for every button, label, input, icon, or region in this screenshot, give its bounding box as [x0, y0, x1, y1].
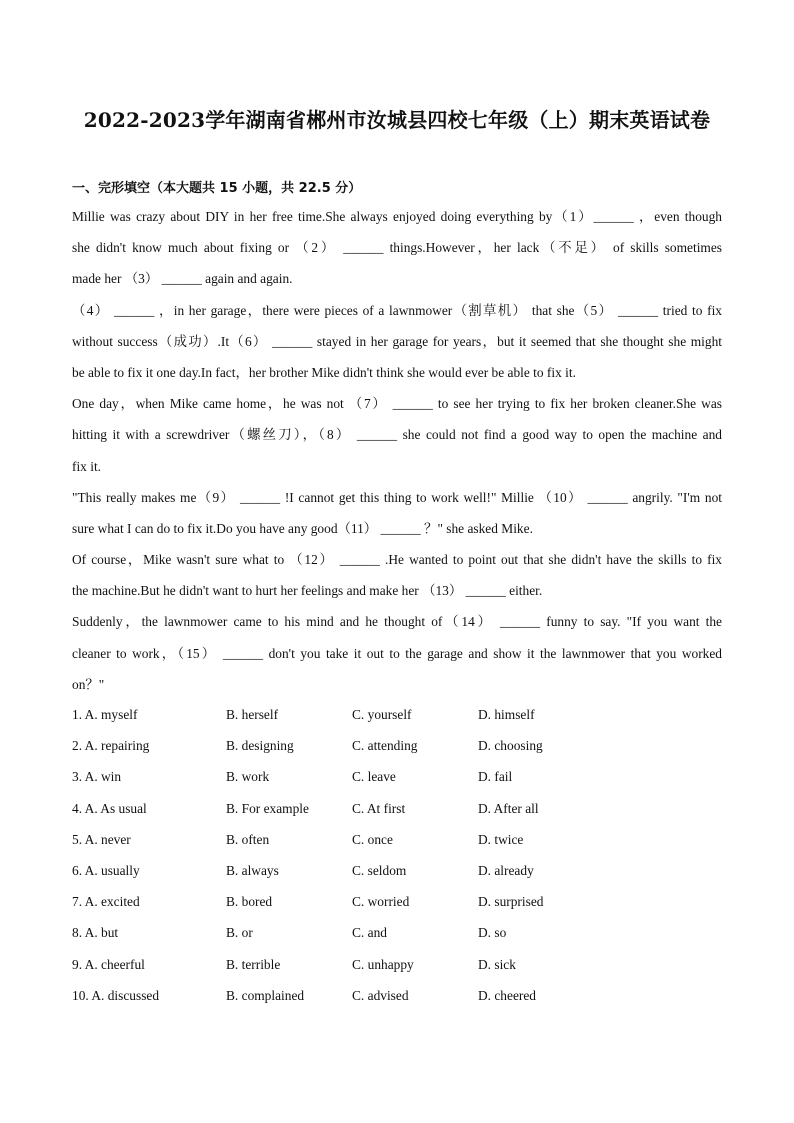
option-b: B. terrible	[226, 956, 281, 972]
passage-line: "This really makes me（9） ______ !I cannot get this thing to work well!" Millie （10） ______ angrily. "I'm not	[72, 489, 722, 505]
option-a: 9. A. cheerful	[72, 956, 145, 972]
passage-line: she didn't know much about fixing or （2） ______ things.However，her lack（不足） of skills sometimes	[72, 240, 722, 256]
option-a: 8. A. but	[72, 925, 119, 941]
passage-line: be able to fix it one day.In fact，her brother Mike didn't think she would ever be able to fix it.	[72, 364, 576, 380]
option-row	[72, 917, 722, 948]
option-b: B. designing	[226, 738, 294, 754]
passage-line: cleaner to work，（15） ______ don't you take it out to the garage and show it the lawnmower that you worked	[72, 645, 722, 661]
option-d: D. sick	[478, 956, 516, 972]
option-b: B. complained	[226, 987, 305, 1003]
passage-line: fix it.	[72, 458, 102, 474]
passage-line: One day，when Mike came home，he was not （7） ______ to see her trying to fix her broken cleaner.She was	[72, 396, 722, 412]
option-b: B. always	[226, 862, 279, 878]
option-row	[72, 824, 722, 855]
option-b: B. work	[226, 769, 270, 785]
option-d: D. himself	[478, 707, 535, 722]
option-c: C. worried	[352, 894, 410, 910]
option-d: D. choosing	[478, 738, 543, 754]
option-d: D. already	[478, 862, 534, 878]
option-row	[72, 730, 722, 761]
passage-line: sure what I can do to fix it.Do you have any good（11） ______ ？" she asked Mike.	[72, 520, 533, 536]
option-row	[72, 699, 722, 730]
option-c: C. attending	[352, 738, 418, 754]
section-heading: 一、完形填空（本大题共 15 小题，共 22.5 分）	[72, 181, 362, 196]
option-row	[72, 949, 722, 980]
cloze-passage	[72, 201, 722, 700]
option-c: C. once	[352, 831, 393, 847]
option-a: 7. A. excited	[72, 894, 140, 910]
option-a: 5. A. never	[72, 831, 131, 847]
option-c: C. and	[352, 925, 387, 941]
option-row	[72, 855, 722, 886]
passage-line: hitting it with a screwdriver（螺丝刀），（8） ______ she could not find a good way to open the machine and	[72, 427, 722, 443]
option-c: C. yourself	[352, 707, 412, 722]
option-d: D. cheered	[478, 987, 536, 1003]
option-c: C. At first	[352, 800, 406, 816]
option-c: C. seldom	[352, 862, 407, 878]
option-b: B. bored	[226, 894, 273, 910]
passage-line: Suddenly，the lawnmower came to his mind and he thought of（14） ______ funny to say. "If you want the	[72, 614, 722, 630]
option-a: 10. A. discussed	[72, 987, 160, 1003]
passage-line: （4） ______ ，in her garage，there were pieces of a lawnmower（割草机） that she（5） ______ tried to fix	[72, 302, 722, 318]
answer-options	[72, 699, 722, 1011]
option-a: 4. A. As usual	[72, 800, 147, 816]
page-title: 2022-2023学年湖南省郴州市汝城县四校七年级（上）期末英语试卷	[83, 108, 711, 132]
option-a: 1. A. myself	[72, 707, 138, 722]
option-row	[72, 761, 722, 792]
option-row	[72, 886, 722, 917]
passage-line: Millie was crazy about DIY in her free time.She always enjoyed doing everything by（1）______ ，even though	[72, 209, 722, 224]
option-d: D. so	[478, 925, 507, 941]
option-a: 2. A. repairing	[72, 738, 150, 754]
option-d: D. surprised	[478, 894, 544, 910]
option-b: B. herself	[226, 707, 279, 722]
passage-line: Of course，Mike wasn't sure what to （12） ______ .He wanted to point out that she didn't have the skills to fix	[72, 552, 722, 568]
passage-line: without success（成功）.It（6） ______ stayed in her garage for years，but it seemed that she thought she might	[72, 333, 722, 349]
passage-line: on？"	[72, 676, 105, 692]
option-a: 3. A. win	[72, 769, 122, 785]
passage-line: made her （3） ______ again and again.	[72, 271, 293, 287]
passage-line: the machine.But he didn't want to hurt her feelings and make her （13） ______ either.	[72, 583, 543, 599]
option-d: D. twice	[478, 831, 524, 847]
option-row	[72, 980, 722, 1011]
option-d: D. After all	[478, 800, 539, 816]
option-b: B. often	[226, 831, 270, 847]
option-c: C. leave	[352, 769, 396, 785]
option-d: D. fail	[478, 769, 513, 785]
option-a: 6. A. usually	[72, 862, 140, 878]
option-b: B. or	[226, 925, 253, 941]
option-c: C. advised	[352, 987, 409, 1003]
option-row	[72, 793, 722, 824]
option-c: C. unhappy	[352, 956, 414, 972]
option-b: B. For example	[226, 800, 309, 816]
